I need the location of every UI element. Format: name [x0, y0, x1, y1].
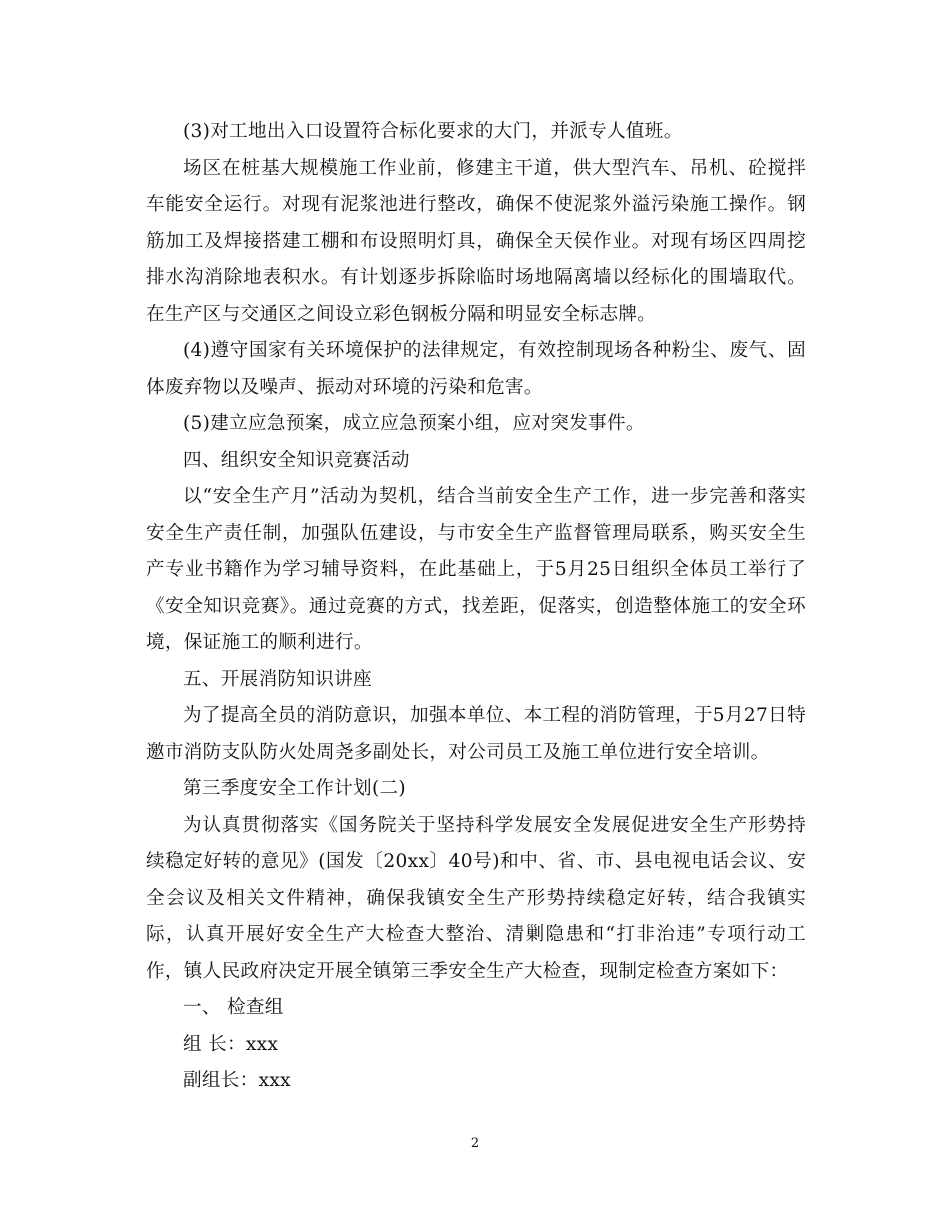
paragraph-site-preparation: 场区在桩基大规模施工作业前，修建主干道，供大型汽车、吊机、砼搅拌车能安全运行。对现有泥浆池进行整改，确保不使泥浆外溢污染施工操作。钢筋加工及焊接搭建工棚和布设照明灯具，确保全天侯作业。对现有场区四周挖排水沟消除地表积水。有计划逐步拆除临时场地隔离墙以经标化的围墙取代。在生产区与交通区之间设立彩色钢板分隔和明显安全标志牌。 [146, 157, 806, 325]
paragraph-emergency-plan: (5)建立应急预案，成立应急预案小组，应对突发事件。 [183, 413, 645, 434]
section-heading-safety-contest: 四、组织安全知识竞赛活动 [183, 449, 410, 471]
page-number: 2 [470, 1136, 480, 1151]
group-leader-line: 组 长：xxx [183, 1033, 279, 1055]
section-heading-inspection-group: 一、 检查组 [183, 997, 284, 1018]
paragraph-environment-protection: (4)遵守国家有关环境保护的法律规定，有效控制现场各种粉尘、废气、固体废弃物以及噪声、振动对环境的污染和危害。 [146, 340, 806, 398]
deputy-group-leader-line: 副组长：xxx [183, 1070, 291, 1091]
section-heading-third-quarter-plan: 第三季度安全工作计划(二) [183, 778, 406, 799]
paragraph-gate-requirement: (3)对工地出入口设置符合标化要求的大门，并派专人值班。 [183, 121, 683, 142]
document-body [146, 114, 806, 1100]
paragraph-safety-contest: 以“安全生产月”活动为契机，结合当前安全生产工作，进一步完善和落实安全生产责任制，加强队伍建设，与市安全生产监督管理局联系，购买安全生产专业书籍作为学习辅导资料，在此基础上，于5月25日组织全体员工举行了《安全知识竞赛》。通过竞赛的方式，找差距，促落实，创造整体施工的安全环境，保证施工的顺利进行。 [146, 486, 806, 653]
paragraph-inspection-plan: 为认真贯彻落实《国务院关于坚持科学发展安全发展促进安全生产形势持续稳定好转的意见》(国发〔20xx〕40号)和中、省、市、县电视电话会议、安全会议及相关文件精神，确保我镇安全生产形势持续稳定好转，结合我镇实际，认真开展好安全生产大检查大整治、清剿隐患和“打非治违”专项行动工作，镇人民政府决定开展全镇第三季安全生产大检查，现制定检查方案如下： [146, 814, 806, 982]
paragraph-fire-lecture: 为了提高全员的消防意识，加强本单位、本工程的消防管理，于5月27日特邀市消防支队防火处周尧多副处长，对公司员工及施工单位进行安全培训。 [146, 705, 806, 763]
section-heading-fire-lecture: 五、开展消防知识讲座 [183, 668, 372, 690]
